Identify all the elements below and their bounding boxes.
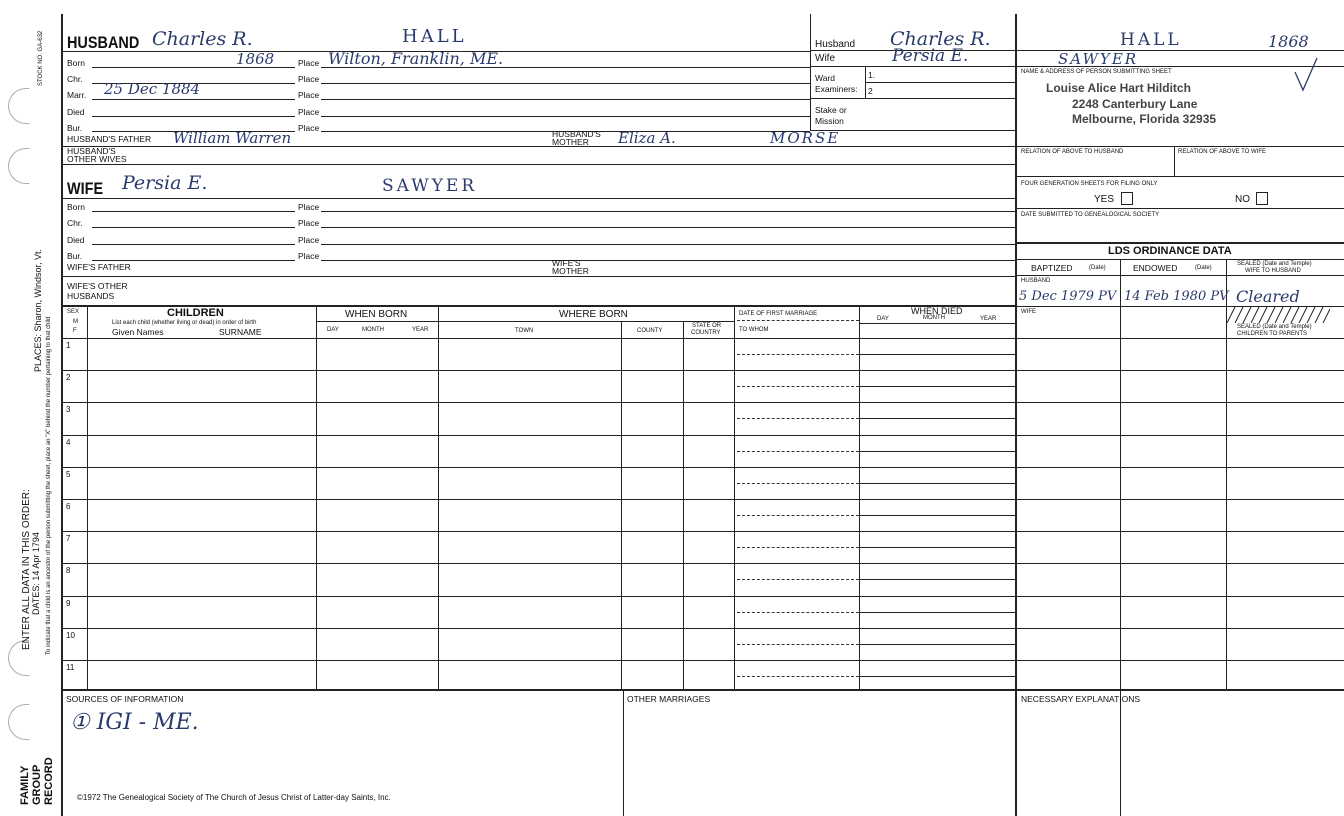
rule (1015, 435, 1344, 436)
row-number: 2 (66, 373, 71, 383)
wife-given-right: Persia E. (892, 46, 969, 66)
rule (92, 116, 295, 117)
rule (859, 579, 1015, 580)
row-number: 6 (66, 502, 71, 511)
year-header: YEAR (980, 316, 997, 322)
rule (737, 483, 859, 484)
husband-given-name: Charles R. (152, 28, 253, 50)
col-line (621, 321, 622, 689)
chr-label: Chr. (67, 74, 83, 84)
rule (859, 418, 1015, 419)
sex-f: F (73, 328, 77, 334)
husbands-mother-label: MOTHER (552, 137, 589, 147)
col-line (623, 689, 624, 816)
enter-all-data: ENTER ALL DATA IN THIS ORDER: (21, 489, 32, 650)
day-header: DAY (327, 327, 339, 333)
rule (1015, 259, 1344, 260)
submitter-name: Louise Alice Hart Hilditch (1046, 81, 1191, 95)
left-frame-line (61, 14, 63, 816)
rule (321, 244, 1015, 245)
first-marriage-header: DATE OF FIRST MARRIAGE (739, 311, 818, 317)
row-number: 8 (66, 566, 71, 576)
month-header: MONTH (923, 315, 945, 321)
rule (321, 211, 1015, 212)
sources-entry: ① IGI - ME. (70, 710, 199, 735)
when-died-header: WHEN DIED (911, 306, 963, 316)
right-section-divider (810, 14, 811, 130)
rule (1015, 402, 1344, 403)
sources-label: SOURCES OF INFORMATION (66, 694, 184, 704)
rule (737, 579, 859, 580)
husband-born-year: 1868 (236, 50, 275, 68)
rule (321, 99, 810, 100)
husband-heading: HUSBAND (67, 33, 140, 52)
examiner-1: 1. (868, 70, 876, 80)
rule (62, 370, 1015, 371)
lds-wife-label: WIFE (1021, 309, 1036, 315)
checkmark-icon (1294, 56, 1318, 92)
col-line (859, 628, 860, 644)
col-line (859, 531, 860, 547)
rule (1015, 146, 1344, 147)
died-label: Died (67, 235, 85, 245)
other-wives-label: HUSBAND'S (67, 146, 116, 156)
stake-label: Stake or (815, 105, 847, 115)
husband-marriage-date: 25 Dec 1884 (104, 80, 201, 98)
rule (1015, 531, 1344, 532)
husbands-mother-label: HUSBAND'S (552, 129, 601, 139)
rule (62, 276, 1015, 277)
husbands-father: William Warren (173, 129, 292, 147)
rule (62, 402, 1015, 403)
rule (62, 467, 1015, 468)
rule (1015, 563, 1344, 564)
row-number: 9 (66, 598, 71, 608)
rule (92, 99, 295, 100)
sex-m: M (73, 319, 78, 325)
ancestor-instruction: To indicate that a child is an ancestor of the person submitting the sheet, place an "X" behind the number pertaining to that child (46, 316, 52, 655)
yes-label: YES (1094, 194, 1115, 205)
rule (62, 531, 1015, 532)
rule (1015, 242, 1344, 244)
rule (810, 98, 1015, 99)
col-line (1174, 146, 1175, 176)
row-number: 1 (66, 341, 71, 350)
rule (1015, 370, 1344, 371)
rule (859, 323, 1015, 324)
husband-endowed-date: 14 Feb 1980 PV (1124, 289, 1229, 304)
husband-baptized-date: 5 Dec 1979 PV (1019, 289, 1117, 304)
col-line (859, 402, 860, 418)
children-header: CHILDREN (167, 307, 224, 319)
col-line (438, 305, 439, 689)
rule (859, 547, 1015, 548)
date-label: (Date) (1195, 265, 1212, 271)
wife-heading: WIFE (67, 179, 104, 198)
row-number: 7 (66, 534, 71, 544)
place-label: Place (298, 123, 320, 133)
rule (1015, 467, 1344, 468)
rule (865, 82, 1015, 83)
binding-hole (8, 704, 29, 740)
col-line (734, 305, 735, 689)
relation-wife-label: RELATION OF ABOVE TO WIFE (1178, 149, 1267, 155)
other-marriages-label: OTHER MARRIAGES (627, 694, 711, 704)
wife-given-name: Persia E. (122, 172, 208, 194)
husband-surname-right: HALL (1120, 30, 1182, 50)
wifes-father-label: WIFE'S FATHER (67, 262, 131, 272)
other-wives-label: OTHER WIVES (67, 154, 127, 164)
bur-label: Bur. (67, 251, 83, 261)
rule (62, 146, 1015, 147)
rule (737, 386, 859, 387)
rule (859, 515, 1015, 516)
wife-surname: SAWYER (382, 176, 478, 196)
rule (737, 418, 859, 419)
col-line (859, 435, 860, 451)
rule (859, 644, 1015, 645)
places-instruction: PLACES: Sharon, Windsor, Vt. (33, 248, 43, 372)
where-born-header: WHERE BORN (559, 309, 628, 320)
row-number: 3 (66, 405, 71, 415)
row-number: 11 (66, 663, 75, 672)
col-line (859, 563, 860, 579)
necessary-explanations-label: NECESSARY EXPLANATIONS (1021, 694, 1141, 704)
rule (737, 612, 859, 613)
sealed-children-label: CHILDREN TO PARENTS (1237, 331, 1308, 337)
row-number: 5 (66, 469, 71, 479)
col-line (859, 370, 860, 386)
rule (62, 435, 1015, 436)
col-line (1120, 259, 1121, 816)
lds-title: LDS ORDINANCE DATA (1108, 245, 1232, 257)
four-gen-label: FOUR GENERATION SHEETS FOR FILING ONLY (1021, 181, 1158, 187)
submitter-city: Melbourne, Florida 32935 (1072, 112, 1217, 126)
baptized-label: BAPTIZED (1031, 263, 1073, 273)
day-header: DAY (877, 316, 889, 322)
rule (737, 354, 859, 355)
col-line (859, 499, 860, 515)
year-header: YEAR (412, 327, 429, 333)
rule (92, 244, 295, 245)
born-label: Born (67, 202, 85, 212)
rule (1015, 208, 1344, 209)
date-submitted-label: DATE SUBMITTED TO GENEALOGICAL SOCIETY (1021, 212, 1160, 218)
place-label: Place (298, 74, 320, 84)
col-line (859, 338, 860, 354)
ordinance-divider (1015, 14, 1017, 816)
rule (810, 66, 1344, 67)
rule (1015, 176, 1344, 177)
endowed-label: ENDOWED (1133, 263, 1178, 273)
wifes-mother-label: MOTHER (552, 266, 589, 276)
col-line (1226, 259, 1227, 689)
submitter-street: 2248 Canterbury Lane (1072, 97, 1198, 111)
rule (859, 354, 1015, 355)
lds-husband-label: HUSBAND (1021, 278, 1051, 284)
husband-year-right: 1868 (1268, 32, 1309, 51)
row-number: 4 (66, 437, 71, 447)
row-number: 10 (66, 630, 75, 640)
col-line (859, 596, 860, 612)
rule (62, 660, 1015, 661)
rule (321, 260, 1015, 261)
rule (1015, 628, 1344, 629)
wifes-mother-label: WIFE'S (552, 258, 581, 268)
form-title-group: GROUP (31, 764, 43, 805)
no-label: NO (1235, 194, 1250, 205)
rule (1015, 499, 1344, 500)
rule (92, 227, 295, 228)
rule (62, 499, 1015, 500)
husband-given-right: Charles R. (890, 28, 991, 50)
town-header: TOWN (515, 328, 534, 334)
children-note: List each child (whether living or dead) in order of birth (112, 320, 257, 326)
stock-number: STOCK NO. GA-632 (38, 30, 44, 86)
surname-header: SURNAME (219, 327, 262, 337)
rule (859, 676, 1015, 677)
rule (1015, 338, 1344, 339)
relation-husband-label: RELATION OF ABOVE TO HUSBAND (1021, 149, 1124, 155)
dates-instruction: DATES: 14 Apr 1794 (31, 532, 41, 615)
given-names-header: Given Names (112, 327, 164, 337)
examiners-label: Examiners: (815, 84, 858, 94)
place-label: Place (298, 202, 320, 212)
husbands-father-label: HUSBAND'S FATHER (67, 134, 152, 144)
rule (62, 563, 1015, 564)
place-label: Place (298, 218, 320, 228)
rule (62, 338, 1015, 339)
rule (62, 689, 1015, 691)
sex-header: SEX (67, 309, 80, 315)
col-line (683, 321, 684, 689)
rule (62, 164, 1015, 165)
date-label: (Date) (1089, 265, 1106, 271)
binding-hole (8, 148, 29, 184)
copyright-notice: ©1972 The Genealogical Society of The Church of Jesus Christ of Latter-day Saints, Inc. (77, 793, 391, 802)
husband-sealed-status: Cleared (1236, 287, 1300, 306)
to-whom-header: TO WHOM (739, 327, 769, 333)
col-line (87, 305, 88, 689)
rule (1015, 660, 1344, 661)
rule (859, 483, 1015, 484)
rule (316, 321, 438, 322)
binding-hole (8, 88, 29, 124)
rule (92, 211, 295, 212)
examiner-2: 2 (868, 86, 873, 96)
rule (737, 676, 859, 677)
husbands-mother-surname: MORSE (770, 129, 841, 147)
rule (62, 198, 1015, 199)
sealed-children-label: SEALED (Date and Temple) (1237, 324, 1312, 330)
rule (1015, 275, 1344, 276)
husband-born-place: Wilton, Franklin, ME. (328, 49, 504, 68)
wife-label-right: Wife (815, 53, 835, 64)
other-husbands-label: HUSBANDS (67, 291, 115, 301)
bur-label: Bur. (67, 123, 83, 133)
rule (1015, 689, 1344, 691)
chr-label: Chr. (67, 218, 83, 228)
husband-label-right: Husband (815, 39, 856, 50)
when-born-header: WHEN BORN (345, 309, 408, 320)
rule (737, 547, 859, 548)
rule (92, 260, 295, 261)
marr-label: Marr. (67, 90, 87, 100)
col-line (859, 660, 860, 676)
rule (62, 628, 1015, 629)
died-label: Died (67, 107, 85, 117)
place-label: Place (298, 235, 320, 245)
ward-label: Ward (815, 73, 835, 83)
state-header: STATE OR (692, 323, 722, 329)
rule (321, 227, 1015, 228)
rule (737, 320, 859, 321)
rule (859, 451, 1015, 452)
no-checkbox[interactable] (1256, 192, 1268, 205)
rule (321, 83, 810, 84)
county-header: COUNTY (637, 328, 663, 334)
rule (737, 644, 859, 645)
husbands-mother-given: Eliza A. (618, 129, 676, 147)
col-line (316, 305, 317, 689)
rule (737, 515, 859, 516)
husband-surname: HALL (402, 26, 467, 47)
place-label: Place (298, 107, 320, 117)
rule (810, 130, 1015, 131)
place-label: Place (298, 58, 320, 68)
form-title-family: FAMILY (19, 765, 31, 805)
submitter-label: NAME & ADDRESS OF PERSON SUBMITTING SHEET (1021, 69, 1172, 75)
sealed-wife-label: SEALED (Date and Temple) (1237, 261, 1312, 267)
form-title-record: RECORD (43, 757, 55, 805)
rule (737, 451, 859, 452)
born-label: Born (67, 58, 85, 68)
col-line (859, 467, 860, 483)
mission-label: Mission (815, 116, 844, 126)
rule (438, 321, 734, 322)
rule (859, 386, 1015, 387)
sealed-wife-label: WIFE TO HUSBAND (1245, 268, 1301, 274)
yes-checkbox[interactable] (1121, 192, 1133, 205)
country-header: COUNTRY (691, 330, 721, 336)
place-label: Place (298, 90, 320, 100)
rule (859, 612, 1015, 613)
hatched-area (1227, 307, 1330, 323)
place-label: Place (298, 251, 320, 261)
rule (321, 116, 810, 117)
rule (62, 596, 1015, 597)
wife-surname-right: SAWYER (1058, 50, 1139, 68)
month-header: MONTH (362, 327, 384, 333)
other-husbands-label: WIFE'S OTHER (67, 281, 128, 291)
rule (1015, 596, 1344, 597)
